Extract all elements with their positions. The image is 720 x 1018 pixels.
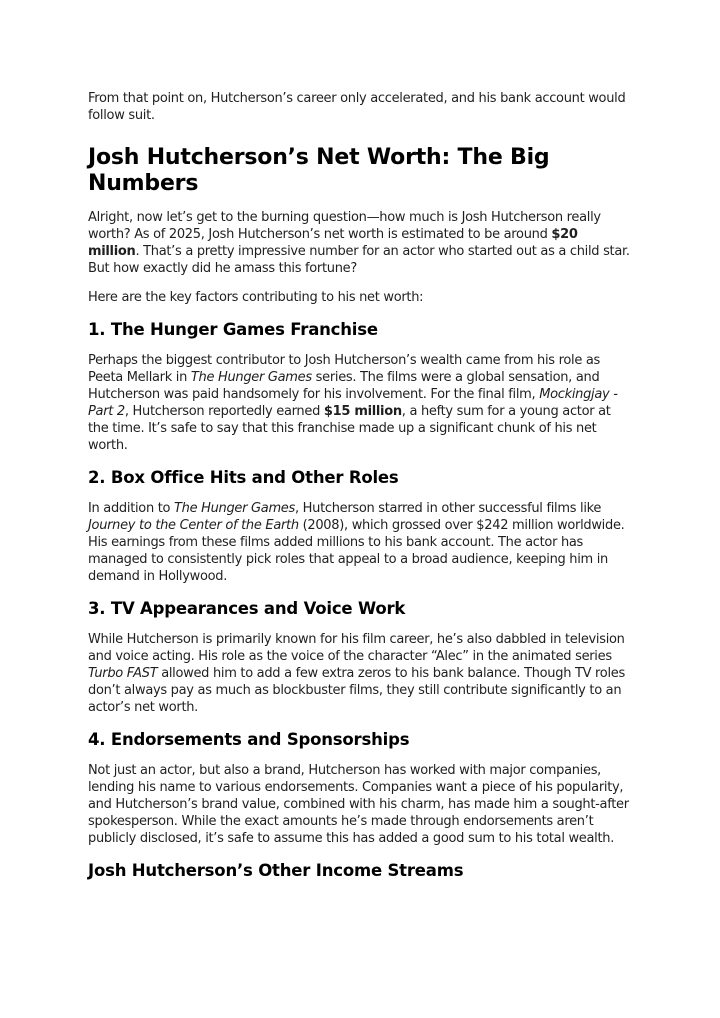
endorsements-paragraph: [88, 762, 631, 847]
section-heading-hunger-games-franchise: [88, 320, 631, 340]
italic-text-run: The Hunger Games: [174, 501, 295, 516]
bold-text-run: $15 million: [323, 404, 402, 419]
hunger-games-paragraph: [88, 352, 631, 454]
bold-text-run: $20 million: [88, 227, 578, 259]
box-office-paragraph: [88, 500, 631, 585]
text-run: , Hutcherson reportedly earned: [124, 404, 324, 419]
text-run: In addition to: [88, 501, 175, 516]
italic-text-run: Journey to the Center of the Earth: [88, 518, 299, 533]
text-run: 3. TV Appearances and Voice Work: [88, 599, 406, 618]
text-run: allowed him to add a few extra zeros to his bank balance. Though TV roles don’t always pay as much as blockbuster films, they still contribute significantly to an actor’s net worth.: [88, 666, 625, 715]
text-run: . That’s a pretty impressive number for an actor who started out as a child star. But how exactly did he amass this fortune?: [88, 244, 630, 276]
italic-text-run: The Hunger Games: [190, 370, 312, 385]
italic-text-run: Turbo FAST: [88, 666, 158, 681]
key-factors-lead: [88, 289, 631, 306]
text-run: 2. Box Office Hits and Other Roles: [88, 468, 399, 487]
text-run: (2008), which grossed over $242 million worldwide. His earnings from these films added millions to his bank account. The actor has managed to consistently pick roles that appeal to a broad audience, keeping him in demand in Hollywood.: [88, 518, 625, 584]
text-run: Josh Hutcherson’s Other Income Streams: [88, 861, 464, 880]
section-heading-tv-voice-work: [88, 599, 631, 619]
text-run: , a hefty sum for a young actor at the time. It’s safe to say that this franchise made up a significant chunk of his net worth.: [88, 404, 611, 453]
section-heading-endorsements: [88, 730, 631, 750]
text-run: From that point on, Hutcherson’s career only accelerated, and his bank account would follow suit.: [88, 91, 626, 123]
text-run: Alright, now let’s get to the burning question—how much is Josh Hutcherson really worth? As of 2025, Josh Hutcherson’s net worth is estimated to be around: [88, 210, 601, 242]
italic-text-run: Mockingjay - Part 2: [88, 387, 618, 419]
text-run: While Hutcherson is primarily known for his film career, he’s also dabbled in television and voice acting. His role as the voice of the character “Alec” in the animated series: [88, 632, 625, 664]
text-run: , Hutcherson starred in other successful films like: [294, 501, 602, 516]
section-heading-box-office-hits: [88, 468, 631, 488]
intro-paragraph: [88, 90, 631, 124]
article: [88, 90, 631, 881]
section-heading-other-income-streams: [88, 861, 631, 881]
page-title: [88, 145, 631, 197]
text-run: Here are the key factors contributing to his net worth:: [88, 290, 424, 305]
text-run: Perhaps the biggest contributor to Josh Hutcherson’s wealth came from his role as Peeta Mellark in: [88, 353, 600, 385]
tv-voice-paragraph: [88, 631, 631, 716]
text-run: series. The films were a global sensation, and Hutcherson was paid handsomely for his involvement. For the final film,: [88, 370, 600, 402]
text-run: 4. Endorsements and Sponsorships: [88, 730, 410, 749]
text-run: Not just an actor, but also a brand, Hutcherson has worked with major companies, lending his name to various endorsements. Companies want a piece of his popularity, and Hutcherson’s brand value, combined with his charm, has made him a sought-after spokesperson. While the exact amounts he’s made through endorsements aren’t publicly disclosed, it’s safe to assume this has added a good sum to his total wealth.: [88, 763, 629, 846]
text-run: Josh Hutcherson’s Net Worth: The Big Numbers: [88, 145, 550, 196]
net-worth-paragraph: [88, 209, 631, 277]
text-run: 1. The Hunger Games Franchise: [88, 320, 378, 339]
